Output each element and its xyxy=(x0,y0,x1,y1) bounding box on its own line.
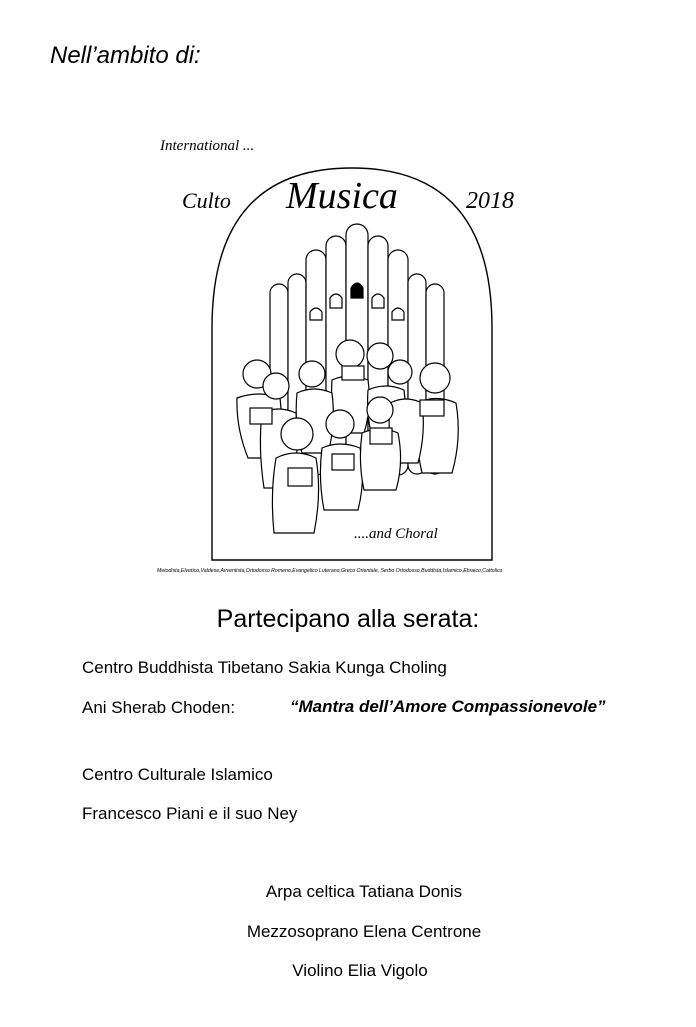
musician-violin: Violino Elia Vigolo xyxy=(292,961,428,980)
piece-title: “Mantra dell’Amore Compassionevole” xyxy=(290,697,606,716)
logo-international: International ... xyxy=(160,138,255,154)
participant-islamic-center: Centro Culturale Islamico xyxy=(82,765,273,784)
logo-choral: ....and Choral xyxy=(354,526,438,542)
participant-francesco-piani: Francesco Piani e il suo Ney xyxy=(82,804,298,823)
participant-buddhist-center: Centro Buddhista Tibetano Sakia Kunga Choling xyxy=(82,658,447,677)
participant-ani-sherab: Ani Sherab Choden: xyxy=(82,698,236,717)
logo-musica: Musica xyxy=(286,175,398,217)
musician-mezzosoprano: Mezzosoprano Elena Centrone xyxy=(246,922,482,941)
logo-denominations: Metodista,Elvetico,Valdese,Avventista,Ortodosso Romeno,Evangelico Luterano,Greco Orientale, Serbo Ortodosso,Buddista,Islamico,Ebraico,Cattolico xyxy=(157,568,503,574)
musician-harp: Arpa celtica Tatiana Donis xyxy=(265,882,463,901)
logo-year: 2018 xyxy=(466,188,514,214)
logo-culto: Culto xyxy=(182,188,231,213)
intro-text: Nell’ambito di: xyxy=(50,42,201,69)
event-logo xyxy=(152,128,552,578)
logo-illustration xyxy=(152,128,552,578)
section-heading: Partecipano alla serata: xyxy=(216,605,480,633)
